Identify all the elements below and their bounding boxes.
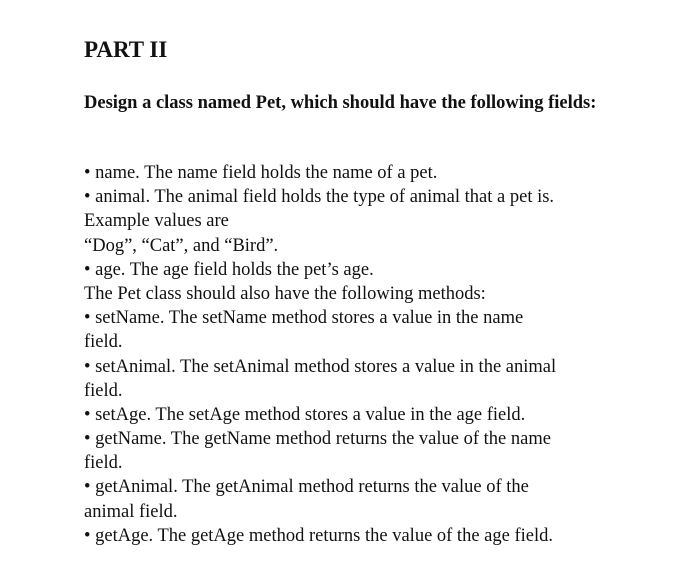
text-line-example-list: “Dog”, “Cat”, and “Bird”. — [84, 235, 279, 256]
text-line-setname-cont: field. — [84, 332, 123, 353]
text-line-getname: • getName. The getName method returns the value of the name — [84, 429, 551, 450]
text-line-example-values: Example values are — [84, 211, 229, 232]
text-line-getname-cont: field. — [84, 453, 123, 474]
text-line-animal-field: • animal. The animal field holds the type of animal that a pet is. — [84, 187, 555, 208]
text-line-setanimal-cont: field. — [84, 380, 123, 401]
text-line-setanimal: • setAnimal. The setAnimal method stores a value in the animal — [84, 356, 557, 377]
text-line-name-field: • name. The name field holds the name of a pet. — [84, 163, 438, 183]
body-text — [84, 161, 684, 548]
text-line-setage: • setAge. The setAge method stores a value in the age field. — [84, 404, 526, 425]
text-line-getanimal: • getAnimal. The getAnimal method returns the value of the — [84, 477, 529, 498]
part-title: PART II — [84, 37, 168, 62]
section-heading: Design a class named Pet, which should have the following fields: — [84, 93, 597, 113]
text-line-methods-intro: The Pet class should also have the following methods: — [84, 283, 486, 304]
text-line-getanimal-cont: animal field. — [84, 501, 178, 522]
text-line-getage: • getAge. The getAge method returns the value of the age field. — [84, 525, 553, 546]
text-line-setname: • setName. The setName method stores a value in the name — [84, 308, 524, 329]
text-line-age-field: • age. The age field holds the pet’s age. — [84, 259, 374, 280]
